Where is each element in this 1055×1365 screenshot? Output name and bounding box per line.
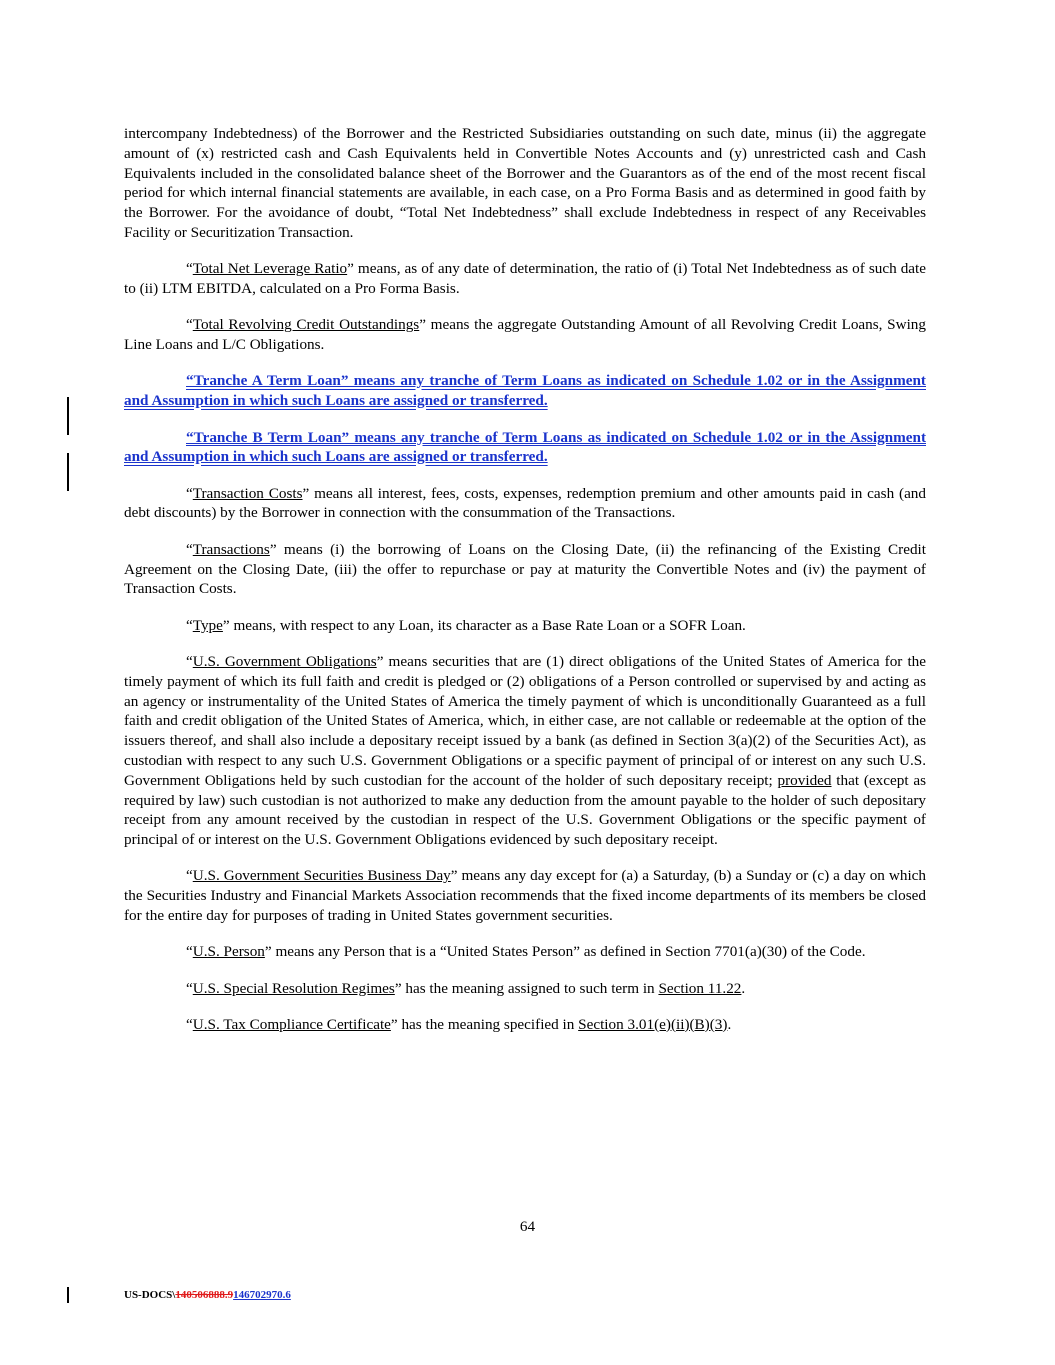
definition-type: “Type” means, with respect to any Loan, its character as a Base Rate Loan or a SOFR Loan.	[186, 616, 746, 634]
definition-tranche-a-term-loan-inserted	[124, 371, 926, 411]
definition-us-person: “U.S. Person” means any Person that is a “United States Person” as defined in Section 7701(a)(30) of the Code.	[186, 943, 866, 961]
definition-total-net-leverage-ratio: “Total Net Leverage Ratio” means, as of any date of determination, the ratio of (i) Total Net Indebtedness as of such date to (ii) LTM EBITDA, calculated on a Pro Forma Basis.	[124, 260, 926, 298]
defined-term: Type	[192, 616, 223, 634]
inserted-text: “Tranche A Term Loan” means any tranche of Term Loans as indicated on Schedule 1.02 or in the Assignment and Assumption in which such Loans are assigned or transferred.	[124, 372, 926, 410]
definition-transaction-costs: “Transaction Costs” means all interest, fees, costs, expenses, redemption premium and other amounts paid in cash (and debt discounts) by the Borrower in connection with the consummation of the Transactions.	[124, 484, 926, 522]
change-bar-tranche-b	[67, 453, 69, 491]
change-bar-tranche-a	[67, 397, 69, 435]
defined-term: U.S. Government Securities Business Day	[192, 867, 451, 885]
footer-prefix: US-DOCS\	[124, 1289, 176, 1301]
document-body	[124, 124, 926, 1051]
definition-us-government-securities-business-day: “U.S. Government Securities Business Day” means any day except for (a) a Saturday, (b) a Sunday or (c) a day on which the Securities Industry and Financial Markets Association recommends that the fixed income departments of its members be closed for the entire day for purposes of trading in United States government securities.	[124, 867, 926, 924]
section-reference: Section 11.22	[658, 979, 742, 997]
inserted-text: “Tranche B Term Loan” means any tranche of Term Loans as indicated on Schedule 1.02 or in the Assignment and Assumption in which such Loans are assigned or transferred.	[124, 428, 926, 466]
definition-us-government-obligations: “U.S. Government Obligations” means securities that are (1) direct obligations of the United States of America for the timely payment of which its full faith and credit is pledged or (2) obligations of a Person controlled or supervised by and acting as an agency or instrumentality of the United States of America the timely payment of which is unconditionally Guaranteed as a full faith and credit obligation of the United States of America, which, in either case, are not callable or redeemable at the option of the issuers thereof, and shall also include a depositary receipt issued by a bank (as defined in Section 3(a)(2) of the Securities Act), as custodian with respect to any such U.S. Government Obligations or a specific payment of principal of or interest on any such U.S. Government Obligations held by such custodian for the account of the holder of such depositary receipt; provided that (except as required by law) such custodian is not authorized to make any deduction from the amount payable to the holder of such depositary receipt from any amount received by the custodian in respect of the U.S. Government Obligations or the specific payment of principal of or interest on the U.S. Government Obligations evidenced by such depositary receipt.	[124, 652, 926, 849]
deleted-doc-number: 140506888.9	[175, 1289, 234, 1301]
provided-term: provided	[777, 771, 832, 789]
definition-transactions: “Transactions” means (i) the borrowing of Loans on the Closing Date, (ii) the refinancing of the Existing Credit Agreement on the Closing Date, (iii) the offer to repurchase or pay at maturity the Convertible Notes and (iv) the payment of Transaction Costs.	[124, 540, 926, 598]
defined-term: Transactions	[192, 540, 270, 558]
change-bar-footer	[67, 1287, 69, 1303]
defined-term: U.S. Tax Compliance Certificate	[192, 1015, 391, 1033]
defined-term: Transaction Costs	[192, 484, 303, 502]
definition-us-special-resolution-regimes: “U.S. Special Resolution Regimes” has the meaning assigned to such term in Section 11.22.	[186, 979, 746, 997]
document-id-footer	[124, 1289, 291, 1301]
defined-term: U.S. Special Resolution Regimes	[192, 979, 395, 997]
defined-term: Total Net Leverage Ratio	[192, 260, 348, 278]
definition-total-revolving-credit-outstandings: “Total Revolving Credit Outstandings” means the aggregate Outstanding Amount of all Revolving Credit Loans, Swing Line Loans and L/C Obligations.	[124, 316, 926, 354]
page-number: 64	[519, 1218, 536, 1235]
defined-term: U.S. Government Obligations	[192, 652, 377, 670]
definition-tranche-b-term-loan-inserted	[124, 428, 926, 468]
inserted-doc-number: 146702970.6	[233, 1289, 291, 1301]
section-reference: Section 3.01(e)(ii)(B)(3)	[578, 1015, 728, 1033]
definition-us-tax-compliance-certificate: “U.S. Tax Compliance Certificate” has the meaning specified in Section 3.01(e)(ii)(B)(3).	[186, 1015, 732, 1033]
paragraph-total-net-indebtedness-cont: intercompany Indebtedness) of the Borrower and the Restricted Subsidiaries outstanding on such date, minus (ii) the aggregate amount of (x) restricted cash and Cash Equivalents held in Convertible Notes Accounts and (y) unrestricted cash and Cash Equivalents included in the consolidated balance sheet of the Borrower and the Guarantors as of the end of the most recent fiscal period for which internal financial statements are available, in each case, on a Pro Forma Basis and as determined in good faith by the Borrower. For the avoidance of doubt, “Total Net Indebtedness” shall exclude Indebtedness in respect of any Receivables Facility or Securitization Transaction.	[124, 125, 926, 241]
defined-term: Total Revolving Credit Outstandings	[192, 316, 420, 334]
defined-term: U.S. Person	[192, 943, 265, 961]
